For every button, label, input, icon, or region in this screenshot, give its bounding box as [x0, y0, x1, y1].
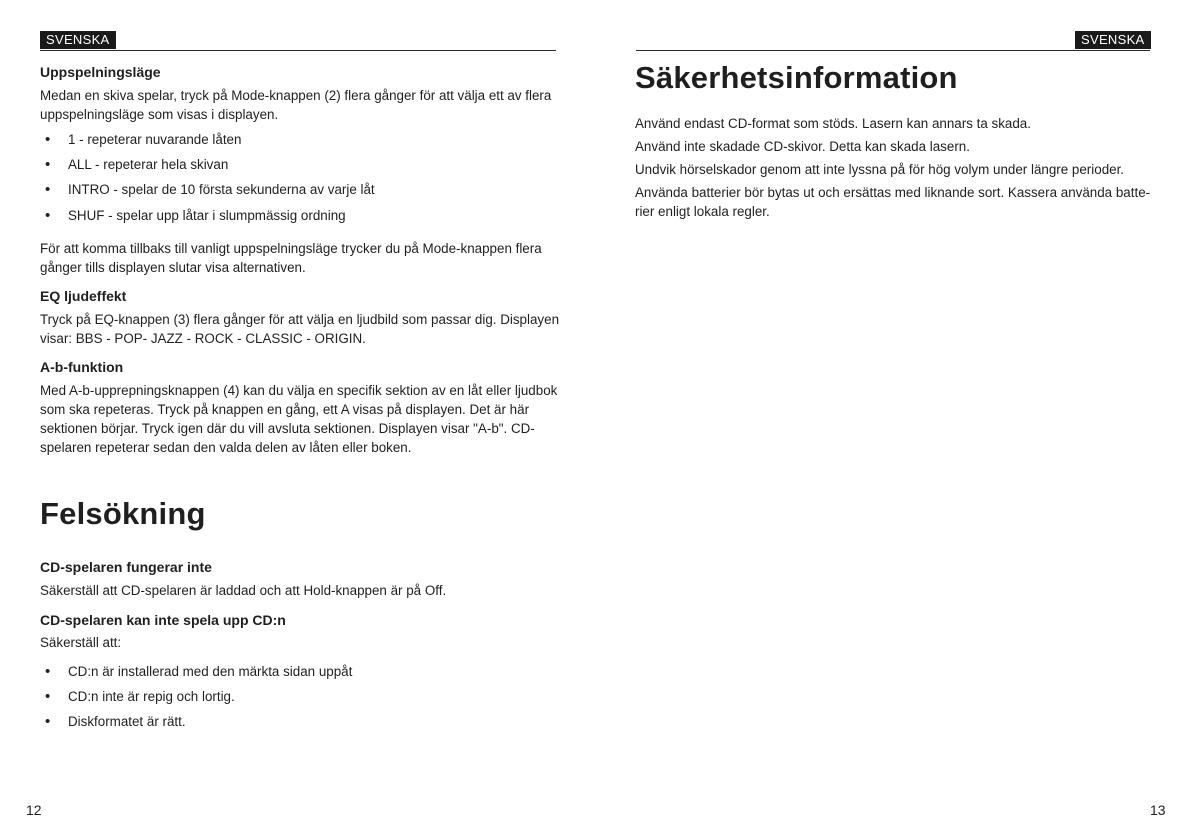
- paragraph-line: spelaren repeterar sedan den valda delen av låten eller boken.: [40, 440, 412, 455]
- right-page: [596, 0, 1192, 840]
- list-item-text: SHUF - spelar upp låtar i slumpmässig ordning: [68, 208, 346, 223]
- paragraph-line: Med A-b-upprepningsknappen (4) kan du välja en specifik sektion av en låt eller ljudbok: [40, 383, 558, 398]
- playback-mode-list: [40, 130, 560, 231]
- paragraph-line: som ska repeteras. Tryck på knappen en gång, ett A visas på displayen. Det är här: [40, 402, 530, 417]
- paragraph-line: För att komma tillbaks till vanligt uppspelningsläge trycker du på Mode-knappen flera: [40, 241, 542, 256]
- list-item: [40, 662, 560, 687]
- bullet-icon: •: [45, 131, 51, 148]
- paragraph: Använd inte skadade CD-skivor. Detta kan skada lasern.: [635, 139, 970, 154]
- checklist: [40, 662, 560, 737]
- paragraph-line: rier enligt lokala regler.: [635, 204, 770, 219]
- section-heading-eq: EQ ljudeffekt: [40, 288, 127, 304]
- page-number: 12: [26, 802, 42, 818]
- bullet-icon: •: [45, 663, 51, 680]
- bullet-icon: •: [45, 156, 51, 173]
- language-tag: SVENSKA: [40, 31, 116, 49]
- page-number: 13: [1150, 802, 1166, 818]
- list-item-text: Diskformatet är rätt.: [68, 714, 186, 729]
- list-item-text: CD:n inte är repig och lortig.: [68, 689, 235, 704]
- list-item-text: ALL - repeterar hela skivan: [68, 157, 229, 172]
- issue-heading: CD-spelaren kan inte spela upp CD:n: [40, 612, 286, 628]
- list-item-text: INTRO - spelar de 10 första sekunderna av varje låt: [68, 182, 375, 197]
- section-heading-uppspelningslage: Uppspelningsläge: [40, 64, 161, 80]
- paragraph-line: Medan en skiva spelar, tryck på Mode-knappen (2) flera gånger för att välja ett av flera: [40, 88, 552, 103]
- page-title-sakerhetsinformation: Säkerhetsinformation: [635, 60, 958, 95]
- left-content: [40, 63, 560, 737]
- paragraph-line: Säkerställ att:: [40, 635, 122, 650]
- bullet-icon: •: [45, 207, 51, 224]
- paragraph: Undvik hörselskador genom att inte lyssna på för hög volym under längre perioder.: [635, 162, 1125, 177]
- bullet-icon: •: [45, 181, 51, 198]
- paragraph-line: Säkerställ att CD-spelaren är laddad och att Hold-knappen är på Off.: [40, 583, 447, 598]
- list-item: [40, 687, 560, 712]
- bullet-icon: •: [45, 713, 51, 730]
- bullet-icon: •: [45, 688, 51, 705]
- list-item: [40, 206, 560, 231]
- list-item: [40, 180, 560, 206]
- right-content: [635, 58, 1155, 221]
- section-heading-ab: A-b-funktion: [40, 359, 124, 375]
- header-rule: [40, 50, 556, 51]
- list-item-text: 1 - repeterar nuvarande låten: [68, 132, 242, 147]
- paragraph-line: Tryck på EQ-knappen (3) flera gånger för att välja en ljudbild som passar dig. Displayen: [40, 312, 560, 327]
- paragraph-line: visar: BBS - POP- JAZZ - ROCK - CLASSIC - ORIGIN.: [40, 331, 366, 346]
- paragraph-line: sektionen börjar. Tryck igen där du vill avsluta sektionen. Displayen visar "A-b". CD-: [40, 421, 535, 436]
- list-item: [40, 155, 560, 180]
- paragraph-line: Använda batterier bör bytas ut och ersättas med liknande sort. Kassera använda batte-: [635, 185, 1151, 200]
- list-item: [40, 130, 560, 155]
- issue-heading: CD-spelaren fungerar inte: [40, 559, 212, 575]
- header-rule: [636, 50, 1150, 51]
- paragraph-line: gånger tills displayen slutar visa alternativen.: [40, 260, 306, 275]
- paragraph: Använd endast CD-format som stöds. Lasern kan annars ta skada.: [635, 116, 1031, 131]
- list-item-text: CD:n är installerad med den märkta sidan uppåt: [68, 664, 353, 679]
- page-title-felsokning: Felsökning: [40, 496, 206, 531]
- list-item: [40, 712, 560, 737]
- paragraph-line: uppspelningsläge som visas i displayen.: [40, 107, 279, 122]
- language-tag: SVENSKA: [1075, 31, 1151, 49]
